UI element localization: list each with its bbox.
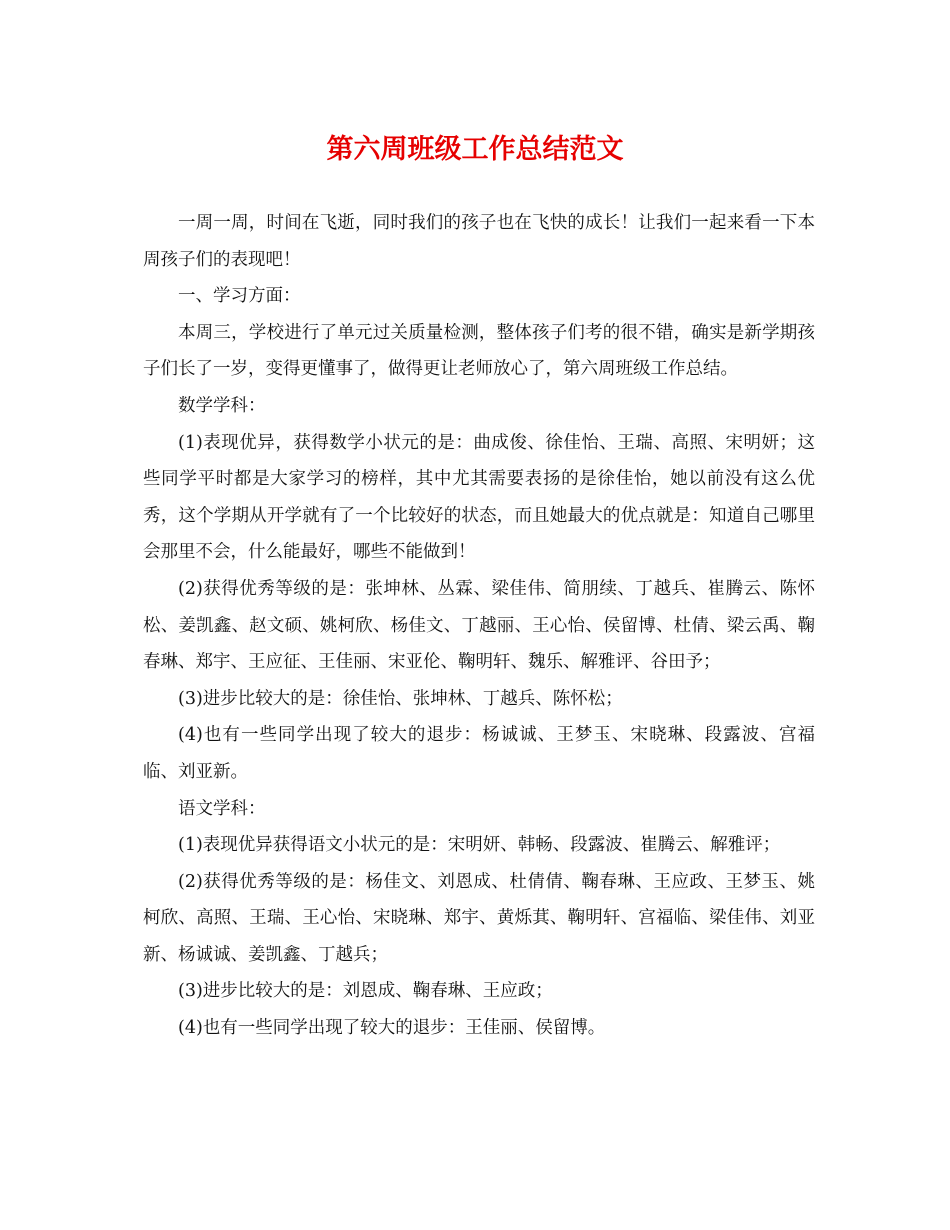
math-item-3: (3)进步比较大的是：徐佳怡、张坤林、丁越兵、陈怀松； <box>178 688 623 709</box>
chinese-item-1: (1)表现优异获得语文小状元的是：宋明妍、韩畅、段露波、崔腾云、解雅评； <box>178 835 781 856</box>
subject-heading-chinese: 语文学科： <box>178 798 266 819</box>
math-item-2: (2)获得优秀等级的是：张坤林、丛霖、梁佳伟、简朋续、丁越兵、崔腾云、陈怀松、姜凯鑫、赵文硕、姚柯欣、杨佳文、丁越丽、王心怡、侯留博、杜倩、梁云禹、鞠春琳、郑宇、王应征、王佳丽、宋亚伦、鞠明轩、魏乐、解雅评、谷田予； <box>143 578 815 673</box>
section-heading-study: 一、学习方面： <box>178 286 301 307</box>
math-item-4: (4)也有一些同学出现了较大的退步：杨诚诚、王梦玉、宋晓琳、段露波、宫福临、刘亚新。 <box>143 725 815 782</box>
subject-heading-math: 数学学科： <box>178 395 266 416</box>
paragraph-exam: 本周三，学校进行了单元过关质量检测，整体孩子们考的很不错，确实是新学期孩子们长了一岁，变得更懂事了，做得更让老师放心了，第六周班级工作总结。 <box>143 322 815 380</box>
chinese-item-4: (4)也有一些同学出现了较大的退步：王佳丽、侯留博。 <box>178 1018 606 1039</box>
chinese-item-2: (2)获得优秀等级的是：杨佳文、刘恩成、杜倩倩、鞠春琳、王应政、王梦玉、姚柯欣、高照、王瑞、王心怡、宋晓琳、郑宇、黄烁萁、鞠明轩、宫福临、梁佳伟、刘亚新、杨诚诚、姜凯鑫、丁越兵； <box>143 871 815 965</box>
chinese-item-3: (3)进步比较大的是：刘恩成、鞠春琳、王应政； <box>178 981 553 1002</box>
math-item-1: (1)表现优异，获得数学小状元的是：曲成俊、徐佳怡、王瑞、高照、宋明妍；这些同学平时都是大家学习的榜样，其中尤其需要表扬的是徐佳怡，她以前没有这么优秀，这个学期从开学就有了一个比较好的状态，而且她最大的优点就是：知道自己哪里会那里不会，什么能最好，哪些不能做到！ <box>143 432 815 563</box>
document-title: 第六周班级工作总结范文 <box>326 134 624 165</box>
document-body <box>143 205 815 1047</box>
paragraph-intro: 一周一周，时间在飞逝，同时我们的孩子也在飞快的成长！让我们一起来看一下本周孩子们的表现吧！ <box>143 213 815 270</box>
